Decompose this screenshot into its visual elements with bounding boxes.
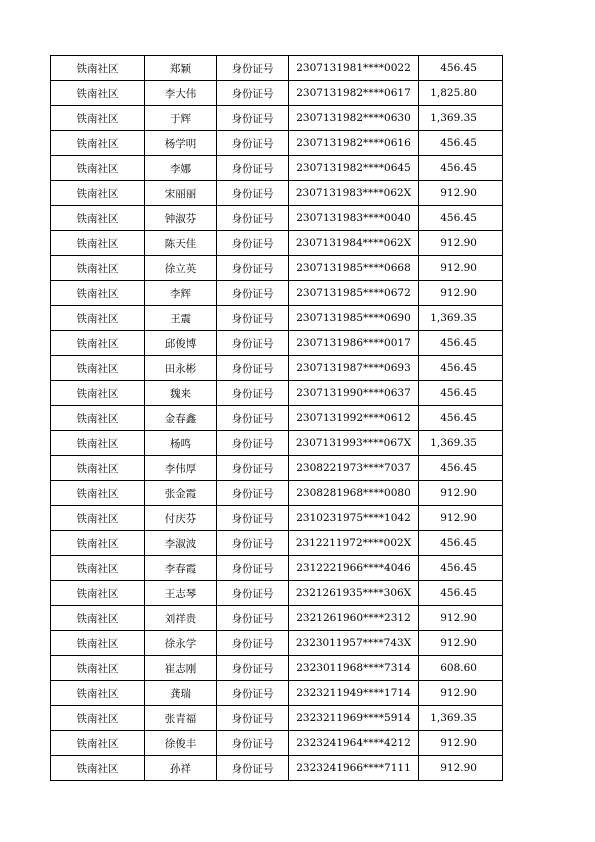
community-cell: 铁南社区 — [51, 631, 145, 656]
id-type-cell: 身份证号 — [217, 656, 289, 681]
id-type-cell: 身份证号 — [217, 406, 289, 431]
id-number-cell: 2307131983****062X — [289, 181, 419, 206]
community-cell: 铁南社区 — [51, 556, 145, 581]
amount-cell: 456.45 — [419, 556, 503, 581]
table-row — [51, 406, 503, 431]
community-cell: 铁南社区 — [51, 131, 145, 156]
name-cell: 孙祥 — [145, 756, 217, 781]
id-type-cell: 身份证号 — [217, 556, 289, 581]
community-cell: 铁南社区 — [51, 231, 145, 256]
name-cell: 李辉 — [145, 281, 217, 306]
name-cell: 陈天佳 — [145, 231, 217, 256]
name-cell: 李伟厚 — [145, 456, 217, 481]
id-number-cell: 2307131993****067X — [289, 431, 419, 456]
id-type-cell: 身份证号 — [217, 331, 289, 356]
id-number-cell: 2307131984****062X — [289, 231, 419, 256]
name-cell: 龚瑞 — [145, 681, 217, 706]
id-type-cell: 身份证号 — [217, 481, 289, 506]
name-cell: 金春鑫 — [145, 406, 217, 431]
id-type-cell: 身份证号 — [217, 506, 289, 531]
community-cell: 铁南社区 — [51, 206, 145, 231]
amount-cell: 912.90 — [419, 756, 503, 781]
id-number-cell: 2323011968****7314 — [289, 656, 419, 681]
amount-cell: 608.60 — [419, 656, 503, 681]
amount-cell: 912.90 — [419, 256, 503, 281]
table-row — [51, 306, 503, 331]
amount-cell: 456.45 — [419, 56, 503, 81]
community-cell: 铁南社区 — [51, 606, 145, 631]
id-type-cell: 身份证号 — [217, 306, 289, 331]
table-row — [51, 481, 503, 506]
table-row — [51, 581, 503, 606]
community-cell: 铁南社区 — [51, 431, 145, 456]
id-number-cell: 2321261935****306X — [289, 581, 419, 606]
community-cell: 铁南社区 — [51, 731, 145, 756]
id-type-cell: 身份证号 — [217, 106, 289, 131]
community-cell: 铁南社区 — [51, 706, 145, 731]
id-type-cell: 身份证号 — [217, 256, 289, 281]
table-row — [51, 706, 503, 731]
amount-cell: 456.45 — [419, 156, 503, 181]
amount-cell: 456.45 — [419, 456, 503, 481]
table-row — [51, 181, 503, 206]
amount-cell: 912.90 — [419, 231, 503, 256]
amount-cell: 456.45 — [419, 206, 503, 231]
id-number-cell: 2308221973****7037 — [289, 456, 419, 481]
table-row — [51, 656, 503, 681]
amount-cell: 912.90 — [419, 506, 503, 531]
id-type-cell: 身份证号 — [217, 581, 289, 606]
amount-cell: 1,369.35 — [419, 706, 503, 731]
amount-cell: 1,825.80 — [419, 81, 503, 106]
community-cell: 铁南社区 — [51, 656, 145, 681]
community-cell: 铁南社区 — [51, 56, 145, 81]
id-type-cell: 身份证号 — [217, 681, 289, 706]
community-cell: 铁南社区 — [51, 156, 145, 181]
id-number-cell: 2307131985****0668 — [289, 256, 419, 281]
id-number-cell: 2307131985****0690 — [289, 306, 419, 331]
table-row — [51, 531, 503, 556]
id-number-cell: 2307131983****0040 — [289, 206, 419, 231]
table-row — [51, 81, 503, 106]
table-row — [51, 631, 503, 656]
amount-cell: 456.45 — [419, 581, 503, 606]
name-cell: 李春霞 — [145, 556, 217, 581]
id-type-cell: 身份证号 — [217, 631, 289, 656]
name-cell: 魏来 — [145, 381, 217, 406]
amount-cell: 456.45 — [419, 331, 503, 356]
id-type-cell: 身份证号 — [217, 356, 289, 381]
id-number-cell: 2323241966****7111 — [289, 756, 419, 781]
id-type-cell: 身份证号 — [217, 156, 289, 181]
id-type-cell: 身份证号 — [217, 131, 289, 156]
id-number-cell: 2307131981****0022 — [289, 56, 419, 81]
id-type-cell: 身份证号 — [217, 731, 289, 756]
community-cell: 铁南社区 — [51, 456, 145, 481]
table-row — [51, 356, 503, 381]
id-type-cell: 身份证号 — [217, 456, 289, 481]
name-cell: 王志琴 — [145, 581, 217, 606]
amount-cell: 1,369.35 — [419, 431, 503, 456]
amount-cell: 456.45 — [419, 381, 503, 406]
id-number-cell: 2321261960****2312 — [289, 606, 419, 631]
id-type-cell: 身份证号 — [217, 81, 289, 106]
amount-cell: 1,369.35 — [419, 106, 503, 131]
name-cell: 张青福 — [145, 706, 217, 731]
table-row — [51, 156, 503, 181]
community-cell: 铁南社区 — [51, 581, 145, 606]
community-cell: 铁南社区 — [51, 306, 145, 331]
community-cell: 铁南社区 — [51, 506, 145, 531]
table-row — [51, 256, 503, 281]
id-number-cell: 2307131982****0617 — [289, 81, 419, 106]
table-row — [51, 756, 503, 781]
name-cell: 郑颖 — [145, 56, 217, 81]
id-number-cell: 2312221966****4046 — [289, 556, 419, 581]
community-cell: 铁南社区 — [51, 331, 145, 356]
name-cell: 李大伟 — [145, 81, 217, 106]
name-cell: 李淑波 — [145, 531, 217, 556]
id-number-cell: 2323211949****1714 — [289, 681, 419, 706]
name-cell: 徐俊丰 — [145, 731, 217, 756]
id-type-cell: 身份证号 — [217, 206, 289, 231]
amount-cell: 456.45 — [419, 356, 503, 381]
amount-cell: 912.90 — [419, 731, 503, 756]
id-type-cell: 身份证号 — [217, 706, 289, 731]
name-cell: 钟淑芬 — [145, 206, 217, 231]
community-cell: 铁南社区 — [51, 481, 145, 506]
id-number-cell: 2308281968****0080 — [289, 481, 419, 506]
community-cell: 铁南社区 — [51, 256, 145, 281]
id-type-cell: 身份证号 — [217, 231, 289, 256]
id-number-cell: 2323011957****743X — [289, 631, 419, 656]
table-row — [51, 381, 503, 406]
id-type-cell: 身份证号 — [217, 606, 289, 631]
table-row — [51, 431, 503, 456]
id-number-cell: 2307131982****0645 — [289, 156, 419, 181]
table-row — [51, 106, 503, 131]
id-number-cell: 2307131987****0693 — [289, 356, 419, 381]
community-cell: 铁南社区 — [51, 281, 145, 306]
table-body — [51, 56, 503, 781]
id-type-cell: 身份证号 — [217, 756, 289, 781]
id-number-cell: 2312211972****002X — [289, 531, 419, 556]
table-row — [51, 231, 503, 256]
table-row — [51, 131, 503, 156]
name-cell: 王震 — [145, 306, 217, 331]
amount-cell: 456.45 — [419, 131, 503, 156]
id-number-cell: 2307131990****0637 — [289, 381, 419, 406]
name-cell: 邱俊博 — [145, 331, 217, 356]
id-number-cell: 2307131986****0017 — [289, 331, 419, 356]
name-cell: 付庆芬 — [145, 506, 217, 531]
id-number-cell: 2323241964****4212 — [289, 731, 419, 756]
table-row — [51, 606, 503, 631]
amount-cell: 912.90 — [419, 681, 503, 706]
id-type-cell: 身份证号 — [217, 56, 289, 81]
name-cell: 徐立英 — [145, 256, 217, 281]
community-cell: 铁南社区 — [51, 531, 145, 556]
name-cell: 杨学明 — [145, 131, 217, 156]
amount-cell: 912.90 — [419, 631, 503, 656]
table-row — [51, 331, 503, 356]
name-cell: 于辉 — [145, 106, 217, 131]
id-type-cell: 身份证号 — [217, 381, 289, 406]
community-cell: 铁南社区 — [51, 81, 145, 106]
subsidy-table — [50, 55, 503, 781]
name-cell: 徐永学 — [145, 631, 217, 656]
community-cell: 铁南社区 — [51, 381, 145, 406]
id-type-cell: 身份证号 — [217, 181, 289, 206]
community-cell: 铁南社区 — [51, 106, 145, 131]
table-row — [51, 56, 503, 81]
table-row — [51, 281, 503, 306]
id-type-cell: 身份证号 — [217, 431, 289, 456]
community-cell: 铁南社区 — [51, 406, 145, 431]
amount-cell: 912.90 — [419, 606, 503, 631]
table-row — [51, 506, 503, 531]
community-cell: 铁南社区 — [51, 356, 145, 381]
amount-cell: 912.90 — [419, 481, 503, 506]
community-cell: 铁南社区 — [51, 181, 145, 206]
id-number-cell: 2307131982****0616 — [289, 131, 419, 156]
amount-cell: 1,369.35 — [419, 306, 503, 331]
id-type-cell: 身份证号 — [217, 281, 289, 306]
table-row — [51, 681, 503, 706]
table-row — [51, 731, 503, 756]
name-cell: 李娜 — [145, 156, 217, 181]
community-cell: 铁南社区 — [51, 681, 145, 706]
amount-cell: 912.90 — [419, 181, 503, 206]
id-number-cell: 2307131985****0672 — [289, 281, 419, 306]
name-cell: 田永彬 — [145, 356, 217, 381]
name-cell: 刘祥贵 — [145, 606, 217, 631]
name-cell: 杨鸣 — [145, 431, 217, 456]
name-cell: 宋丽丽 — [145, 181, 217, 206]
amount-cell: 912.90 — [419, 281, 503, 306]
amount-cell: 456.45 — [419, 531, 503, 556]
id-number-cell: 2310231975****1042 — [289, 506, 419, 531]
id-number-cell: 2307131992****0612 — [289, 406, 419, 431]
table-row — [51, 456, 503, 481]
id-number-cell: 2323211969****5914 — [289, 706, 419, 731]
id-type-cell: 身份证号 — [217, 531, 289, 556]
community-cell: 铁南社区 — [51, 756, 145, 781]
id-number-cell: 2307131982****0630 — [289, 106, 419, 131]
table-row — [51, 556, 503, 581]
table-row — [51, 206, 503, 231]
amount-cell: 456.45 — [419, 406, 503, 431]
name-cell: 张金霞 — [145, 481, 217, 506]
name-cell: 崔志刚 — [145, 656, 217, 681]
